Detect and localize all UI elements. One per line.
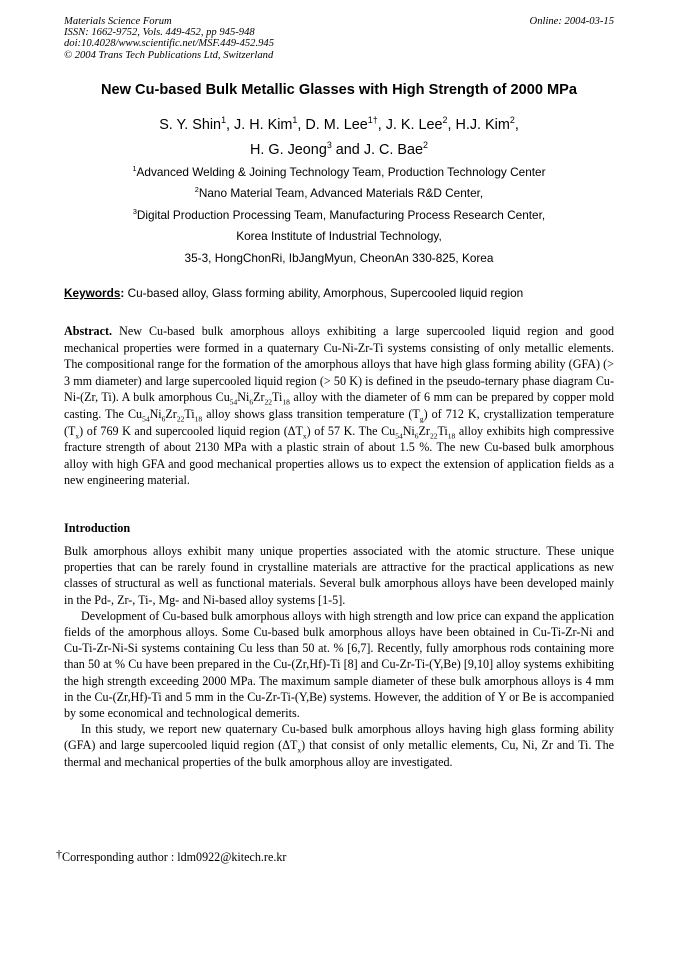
author-line-2 — [0, 138, 678, 163]
affiliation-text: Advanced Welding & Joining Technology Team, Production Technology Center — [136, 165, 546, 179]
abstract-text: ) of 712 K, crystallization temperature (T — [64, 406, 615, 438]
affiliation-mark: 1 — [132, 164, 137, 174]
paper-title: New Cu-based Bulk Metallic Glasses with High Strength of 2000 MPa — [100, 82, 578, 98]
author-affiliation-mark: 1 — [292, 115, 298, 126]
subscript-x: x — [75, 430, 80, 440]
abstract — [64, 323, 614, 489]
abstract-paragraph — [64, 323, 614, 489]
subscript-x: x — [302, 430, 307, 440]
affiliation-mark: 2 — [194, 185, 199, 195]
abstract-text: alloy exhibits high compressive fracture strength of about 2130 MPa with a plastic strain of about 1.5 %. The new Cu-based bulk amorphous alloy with high GFA and good mechanical properties allows us to expect the extension of application fields as a new engineering material. — [64, 423, 614, 488]
introduction-heading: Introduction — [64, 521, 131, 535]
body-text: In this study, we report new quaternary Cu-based bulk amorphous alloys having high glass forming ability (GFA) and large supercooled liquid region (ΔT — [64, 722, 614, 753]
author-line-1 — [0, 113, 678, 138]
author-name: J. K. Lee — [385, 117, 443, 133]
dagger-mark: † — [56, 847, 62, 861]
affiliation-text: Digital Production Processing Team, Manufacturing Process Research Center, — [136, 207, 546, 222]
author-affiliation-mark: 1 — [221, 115, 227, 126]
affiliation-line — [0, 162, 678, 183]
author-affiliation-mark: 2 — [423, 140, 428, 151]
keywords-label: Keywords — [64, 286, 121, 300]
doi-line: doi:10.4028/www.scientific.net/MSF.449-452.945 — [64, 38, 274, 50]
footnote — [56, 847, 286, 865]
author-separator: , — [447, 117, 456, 133]
author-affiliation-mark: 3 — [326, 140, 332, 151]
affiliation-mark: 3 — [132, 206, 137, 216]
affiliation-text: 35-3, HongChonRi, IbJangMyun, CheonAn 330-825, Korea — [184, 250, 494, 265]
abstract-label: Abstract. — [64, 324, 113, 338]
affiliation-line — [0, 205, 678, 226]
author-name: H.J. Kim — [455, 117, 510, 133]
affiliation-line — [0, 248, 678, 269]
abstract-text: ) of 57 K. The — [306, 423, 382, 438]
author-affiliation-mark: 2 — [509, 115, 515, 126]
copyright-line: © 2004 Trans Tech Publications Ltd, Switzerland — [64, 49, 274, 61]
body-paragraph: Bulk amorphous alloys exhibit many unique properties associated with the atomic structure. These unique properties that can be rarely found in crystalline materials are attractive for the practical applications as new classes of structural as well as functional materials. Several bulk amorphous alloys have been developed mainly in the Pd-, Zr-, Ti-, Mg- and Ni-based alloy systems [1-5]. — [64, 544, 614, 607]
author-separator: , — [377, 117, 386, 133]
author-name: H. G. Jeong — [250, 142, 327, 158]
author-separator: , — [297, 117, 306, 133]
author-name: D. M. Lee — [305, 117, 368, 133]
author-affiliation-mark: 2 — [442, 115, 448, 126]
author-name: J. H. Kim — [234, 117, 293, 133]
author-separator: , — [514, 117, 519, 133]
body-paragraph — [64, 721, 614, 770]
alloy-formula: $Cu_{54}Ni_6Zr_{22}Ti_{18}$ — [381, 423, 456, 440]
journal-header — [64, 16, 274, 61]
abstract-text: alloy with the diameter of 6 mm can be prepared by copper mold casting. The — [64, 390, 615, 421]
body-paragraph: Development of Cu-based bulk amorphous alloys with high strength and low price can expand the application fields of the amorphous alloys. Some Cu-based bulk amorphous alloys have been obtained in Cu-Ti-Zr-Ni and Cu-Ti-Zr-Ni-Si systems containing Cu less than 50 at. % [6,7]. Recently, fully amorphous rods containing more than 50 at % Cu have been prepared in the Cu-(Zr,Hf)-Ti [8] and Cu-Zr-Ti-(Y,Be) [9,10] alloy systems exhibiting the high strength exceeding 2000 MPa. The maximum sample diameter of these bulk amorphous alloys is 4 mm in the Cu-(Zr,Hf)-Ti and 5 mm in the Cu-Zr-Ti-(Y,Be) systems. However, the addition of Y or Be is accompanied by some economical and technological demerits. — [64, 608, 614, 721]
abstract-text: alloy shows glass transition temperature (T — [202, 406, 420, 421]
affiliation-line — [0, 226, 678, 247]
abstract-text: ) of 769 K and supercooled liquid region (ΔT — [79, 423, 303, 438]
author-list — [0, 113, 678, 163]
keywords-line — [64, 286, 624, 300]
affiliation-list — [0, 162, 678, 269]
author-affiliation-mark: 1† — [367, 115, 378, 126]
online-date: Online: 2004-03-15 — [529, 16, 614, 27]
body-text: ) that consist of only metallic elements, Cu, Ni, Zr and Ti. The thermal and mechanical properties of the bulk amorphous alloy are investigated. — [64, 738, 614, 769]
author-separator: and — [331, 142, 364, 158]
alloy-formula: $Cu_{54}Ni_6Zr_{22}Ti_{18}$ — [127, 406, 203, 424]
subscript-g: g — [419, 414, 424, 424]
keywords-text: Cu-based alloy, Glass forming ability, Amorphous, Supercooled liquid region — [124, 286, 524, 300]
keywords-colon: : — [120, 286, 125, 300]
affiliation-text: Nano Material Team, Advanced Materials R&D Center, — [198, 186, 484, 201]
affiliation-text: Korea Institute of Industrial Technology, — [236, 229, 442, 244]
affiliation-line — [0, 183, 678, 204]
alloy-formula: $Cu_{54}Ni_6Zr_{22}Ti_{18}$ — [215, 390, 290, 407]
issn-line: ISSN: 1662-9752, Vols. 449-452, pp 945-948 — [64, 27, 255, 39]
abstract-text: New Cu-based bulk amorphous alloys exhibiting a large supercooled liquid region and good mechanical properties were formed in a quaternary Cu-Ni-Zr-Ti systems consisting of only metallic elements. The compositional range for the formation of the amorphous alloys that have high glass forming ability (GFA) (> 3 mm diameter) and large supercooled liquid region (> 50 K) is defined in the pseudo-ternary phase diagram Cu-Ni-(Zr, Ti). A bulk amorphous — [64, 324, 614, 405]
subscript-x: x — [297, 745, 302, 755]
author-name: J. C. Bae — [363, 142, 423, 158]
author-name: S. Y. Shin — [159, 117, 222, 133]
journal-name: Materials Science Forum — [64, 16, 172, 27]
introduction-body — [64, 543, 614, 770]
corresponding-author: Corresponding author : ldm0922@kitech.re.kr — [62, 850, 287, 864]
author-separator: , — [226, 117, 235, 133]
